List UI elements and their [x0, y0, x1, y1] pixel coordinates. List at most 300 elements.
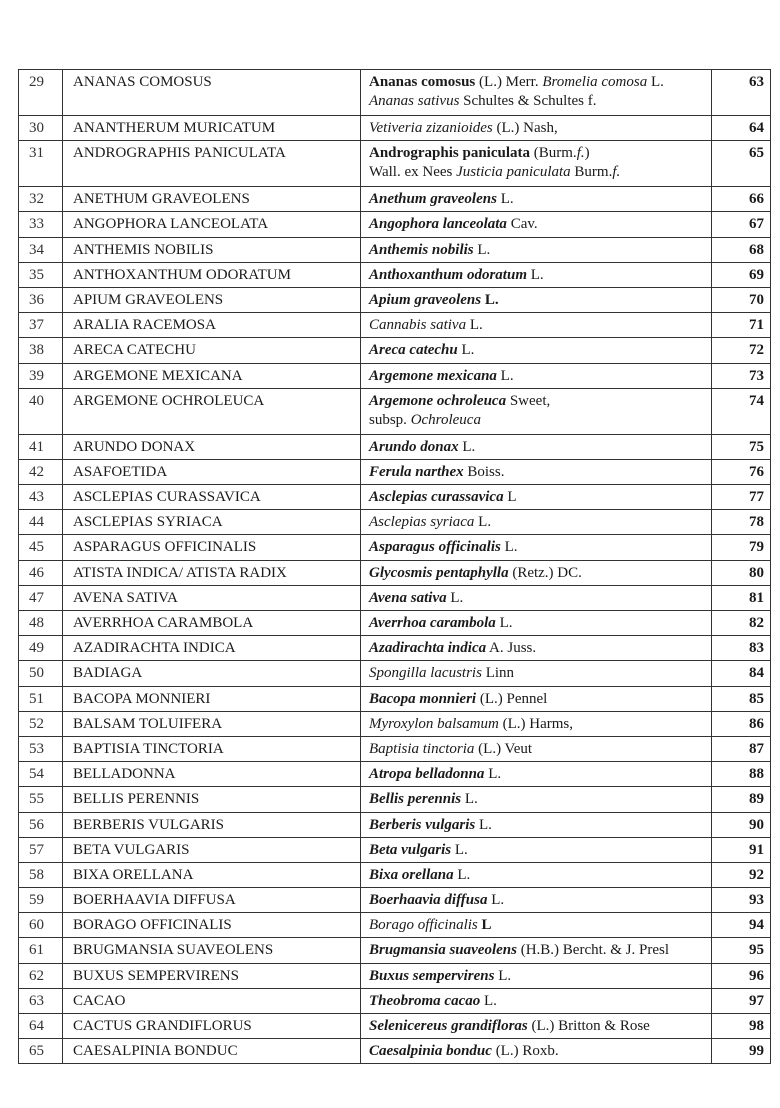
botanical-line	[369, 967, 705, 986]
row-number: 61	[19, 938, 63, 963]
row-number: 53	[19, 736, 63, 761]
page-number: 98	[712, 1014, 771, 1039]
table-row	[19, 388, 771, 434]
botanical-segment: Berberis vulgaris	[369, 816, 476, 833]
row-number: 45	[19, 535, 63, 560]
page-number: 80	[712, 560, 771, 585]
row-number: 49	[19, 636, 63, 661]
table-row	[19, 913, 771, 938]
botanical-segment: Bacopa monnieri	[369, 690, 477, 707]
table-row	[19, 70, 771, 116]
row-number: 56	[19, 812, 63, 837]
botanical-name	[361, 262, 712, 287]
botanical-name	[361, 313, 712, 338]
botanical-segment: (Burm.	[530, 145, 577, 162]
row-number: 39	[19, 363, 63, 388]
botanical-name	[361, 862, 712, 887]
table-row	[19, 535, 771, 560]
common-name: BAPTISIA TINCTORIA	[63, 736, 361, 761]
table-body	[19, 70, 771, 1064]
botanical-line	[369, 715, 705, 734]
table-row	[19, 141, 771, 187]
common-name: BALSAM TOLUIFERA	[63, 711, 361, 736]
common-name: BACOPA MONNIERI	[63, 686, 361, 711]
common-name: ANANAS COMOSUS	[63, 70, 361, 116]
page-number: 82	[712, 611, 771, 636]
botanical-line	[369, 891, 705, 910]
botanical-segment: (Retz.) DC.	[508, 564, 582, 581]
botanical-line	[369, 740, 705, 759]
row-number: 29	[19, 70, 63, 116]
table-row	[19, 661, 771, 686]
botanical-line	[369, 411, 705, 430]
botanical-segment: Burm.	[570, 164, 613, 181]
botanical-segment: L	[503, 489, 517, 506]
botanical-segment: (L.) Britton & Rose	[527, 1018, 650, 1034]
botanical-name	[361, 560, 712, 585]
botanical-segment: Areca catechu	[369, 342, 458, 359]
botanical-segment: Bixa orellana	[369, 866, 454, 883]
botanical-segment: A. Juss.	[486, 640, 537, 657]
table-row	[19, 1014, 771, 1039]
botanical-segment: Ananas comosus	[369, 74, 476, 90]
botanical-segment: L.	[446, 589, 464, 606]
botanical-name	[361, 812, 712, 837]
table-row	[19, 116, 771, 141]
botanical-line	[369, 215, 705, 234]
row-number: 57	[19, 837, 63, 862]
botanical-line	[369, 992, 705, 1011]
botanical-segment: Anthemis nobilis	[369, 241, 474, 258]
botanical-segment: L.	[475, 816, 492, 833]
plant-index-table	[18, 69, 771, 1064]
table-row	[19, 363, 771, 388]
table-row	[19, 1039, 771, 1064]
page-number: 76	[712, 459, 771, 484]
page-number: 86	[712, 711, 771, 736]
botanical-name	[361, 762, 712, 787]
page-number: 74	[712, 388, 771, 434]
botanical-line	[369, 163, 705, 182]
botanical-line	[369, 564, 705, 583]
botanical-segment: Justicia paniculata	[456, 164, 571, 181]
row-number: 51	[19, 686, 63, 711]
table-row	[19, 611, 771, 636]
botanical-segment: L.	[495, 615, 513, 631]
botanical-segment: Asparagus officinalis	[369, 539, 501, 556]
botanical-line	[369, 190, 705, 209]
row-number: 60	[19, 913, 63, 938]
botanical-segment: Asclepias syriaca	[369, 514, 475, 531]
botanical-segment: L	[477, 917, 492, 934]
botanical-name	[361, 1014, 712, 1039]
botanical-segment: (L.) Roxb.	[491, 1043, 559, 1060]
page-number: 78	[712, 510, 771, 535]
botanical-name	[361, 585, 712, 610]
page-number: 91	[712, 837, 771, 862]
botanical-segment: Cav.	[506, 216, 538, 233]
botanical-segment: Boerhaavia diffusa	[369, 892, 488, 909]
botanical-segment: L.	[451, 841, 468, 858]
page-number: 64	[712, 116, 771, 141]
botanical-name	[361, 913, 712, 938]
botanical-name	[361, 787, 712, 812]
table-row	[19, 862, 771, 887]
page-number: 94	[712, 913, 771, 938]
common-name: BIXA ORELLANA	[63, 862, 361, 887]
botanical-line	[369, 538, 705, 557]
botanical-line	[369, 916, 705, 935]
table-row	[19, 560, 771, 585]
botanical-name	[361, 338, 712, 363]
botanical-segment: Borago officinalis	[369, 917, 478, 934]
table-row	[19, 686, 771, 711]
page-number: 71	[712, 313, 771, 338]
common-name: AVERRHOA CARAMBOLA	[63, 611, 361, 636]
botanical-segment: Vetiveria zizanioides	[369, 120, 493, 136]
botanical-line	[369, 463, 705, 482]
botanical-line	[369, 816, 705, 835]
table-row	[19, 736, 771, 761]
botanical-segment: Ananas sativus	[369, 93, 460, 109]
botanical-segment: Linn	[481, 665, 515, 682]
table-row	[19, 963, 771, 988]
common-name: BRUGMANSIA SUAVEOLENS	[63, 938, 361, 963]
table-row	[19, 338, 771, 363]
botanical-segment: Caesalpinia bonduc	[369, 1043, 492, 1060]
botanical-segment: Arundo donax	[369, 438, 459, 455]
botanical-segment: Ochroleuca	[410, 411, 481, 428]
botanical-segment: Avena sativa	[369, 589, 447, 606]
common-name: ARUNDO DONAX	[63, 434, 361, 459]
common-name: APIUM GRAVEOLENS	[63, 287, 361, 312]
table-row	[19, 287, 771, 312]
botanical-segment: Theobroma cacao	[369, 992, 481, 1009]
common-name: CAESALPINIA BONDUC	[63, 1039, 361, 1064]
botanical-line	[369, 1017, 705, 1036]
botanical-name	[361, 1039, 712, 1064]
table-row	[19, 762, 771, 787]
page-number: 95	[712, 938, 771, 963]
common-name: BUXUS SEMPERVIRENS	[63, 963, 361, 988]
botanical-name	[361, 636, 712, 661]
row-number: 41	[19, 434, 63, 459]
common-name: AVENA SATIVA	[63, 585, 361, 610]
table-row	[19, 585, 771, 610]
botanical-segment: Spongilla lacustris	[369, 665, 482, 682]
table-row	[19, 187, 771, 212]
botanical-segment: Anthoxanthum odoratum	[369, 266, 527, 283]
table-row	[19, 434, 771, 459]
botanical-line	[369, 392, 705, 411]
row-number: 64	[19, 1014, 63, 1039]
row-number: 43	[19, 485, 63, 510]
botanical-name	[361, 70, 712, 116]
botanical-name	[361, 888, 712, 913]
table-row	[19, 212, 771, 237]
page-number: 63	[712, 70, 771, 116]
common-name: ARALIA RACEMOSA	[63, 313, 361, 338]
row-number: 37	[19, 313, 63, 338]
botanical-name	[361, 661, 712, 686]
botanical-segment: Ferula narthex	[369, 463, 464, 480]
botanical-line	[369, 639, 705, 658]
botanical-line	[369, 291, 705, 310]
botanical-segment: L.	[487, 892, 505, 909]
botanical-segment: (L.) Harms,	[498, 715, 573, 732]
botanical-name	[361, 711, 712, 736]
page-number: 70	[712, 287, 771, 312]
botanical-line	[369, 119, 705, 138]
table-row	[19, 313, 771, 338]
botanical-line	[369, 866, 705, 885]
row-number: 35	[19, 262, 63, 287]
row-number: 55	[19, 787, 63, 812]
page-number: 92	[712, 862, 771, 887]
botanical-name	[361, 988, 712, 1013]
row-number: 31	[19, 141, 63, 187]
botanical-segment: f.	[612, 164, 621, 181]
table-row	[19, 938, 771, 963]
botanical-segment: Baptisia tinctoria	[369, 740, 475, 757]
common-name: ASPARAGUS OFFICINALIS	[63, 535, 361, 560]
table-row	[19, 459, 771, 484]
page-number: 96	[712, 963, 771, 988]
page-number: 93	[712, 888, 771, 913]
botanical-segment: Bromelia comosa	[542, 74, 648, 90]
botanical-segment: Andrographis paniculata	[369, 145, 531, 162]
row-number: 38	[19, 338, 63, 363]
common-name: CACTUS GRANDIFLORUS	[63, 1014, 361, 1039]
botanical-name	[361, 736, 712, 761]
botanical-name	[361, 459, 712, 484]
botanical-segment: L.	[494, 967, 512, 984]
row-number: 33	[19, 212, 63, 237]
botanical-name	[361, 434, 712, 459]
common-name: ANETHUM GRAVEOLENS	[63, 187, 361, 212]
common-name: ARECA CATECHU	[63, 338, 361, 363]
common-name: ASCLEPIAS CURASSAVICA	[63, 485, 361, 510]
common-name: BETA VULGARIS	[63, 837, 361, 862]
botanical-name	[361, 212, 712, 237]
page-number: 75	[712, 434, 771, 459]
botanical-segment: L.	[474, 514, 492, 531]
row-number: 63	[19, 988, 63, 1013]
botanical-segment: Anethum graveolens	[369, 191, 497, 208]
page-number: 79	[712, 535, 771, 560]
botanical-segment: Buxus sempervirens	[369, 967, 495, 984]
table-row	[19, 837, 771, 862]
common-name: ATISTA INDICA/ ATISTA RADIX	[63, 560, 361, 585]
botanical-segment: Argemone mexicana	[369, 367, 497, 384]
botanical-name	[361, 363, 712, 388]
common-name: BERBERIS VULGARIS	[63, 812, 361, 837]
row-number: 65	[19, 1039, 63, 1064]
botanical-line	[369, 841, 705, 860]
common-name: ANTHOXANTHUM ODORATUM	[63, 262, 361, 287]
botanical-line	[369, 589, 705, 608]
botanical-segment: (L.) Pennel	[476, 690, 548, 707]
page-number: 77	[712, 485, 771, 510]
common-name: ANDROGRAPHIS PANICULATA	[63, 141, 361, 187]
botanical-segment: Boiss.	[463, 463, 505, 480]
botanical-line	[369, 341, 705, 360]
botanical-segment: (L.) Nash,	[492, 120, 558, 136]
common-name: ASAFOETIDA	[63, 459, 361, 484]
common-name: BOERHAAVIA DIFFUSA	[63, 888, 361, 913]
table-row	[19, 237, 771, 262]
page-number: 69	[712, 262, 771, 287]
botanical-segment: Selenicereus grandifloras	[369, 1018, 528, 1034]
table-row	[19, 787, 771, 812]
table-row	[19, 711, 771, 736]
botanical-segment: Wall. ex Nees	[369, 164, 457, 181]
botanical-line	[369, 241, 705, 260]
botanical-segment: L.	[457, 342, 475, 359]
botanical-segment: f.	[576, 145, 585, 162]
botanical-name	[361, 141, 712, 187]
page-number: 81	[712, 585, 771, 610]
botanical-segment: L.	[496, 367, 514, 384]
botanical-segment: Brugmansia suaveolens	[369, 942, 517, 959]
botanical-segment: (L.) Veut	[474, 740, 533, 757]
page-number: 97	[712, 988, 771, 1013]
botanical-name	[361, 535, 712, 560]
common-name: ANANTHERUM MURICATUM	[63, 116, 361, 141]
botanical-name	[361, 116, 712, 141]
botanical-segment: Myroxylon balsamum	[369, 715, 499, 732]
row-number: 32	[19, 187, 63, 212]
row-number: 50	[19, 661, 63, 686]
page-number: 72	[712, 338, 771, 363]
botanical-line	[369, 367, 705, 386]
botanical-segment: Sweet,	[506, 392, 551, 409]
botanical-segment: L.	[500, 539, 518, 556]
botanical-line	[369, 513, 705, 532]
botanical-line	[369, 438, 705, 457]
table-row	[19, 812, 771, 837]
botanical-name	[361, 837, 712, 862]
botanical-line	[369, 765, 705, 784]
botanical-segment: L.	[481, 291, 499, 308]
page-number: 73	[712, 363, 771, 388]
page-number: 83	[712, 636, 771, 661]
botanical-segment: L.	[480, 992, 497, 1009]
botanical-line	[369, 941, 705, 960]
botanical-segment: L.	[458, 438, 476, 455]
row-number: 40	[19, 388, 63, 434]
botanical-line	[369, 144, 705, 163]
common-name: ASCLEPIAS SYRIACA	[63, 510, 361, 535]
botanical-name	[361, 388, 712, 434]
row-number: 58	[19, 862, 63, 887]
common-name: BELLIS PERENNIS	[63, 787, 361, 812]
botanical-line	[369, 1042, 705, 1061]
botanical-line	[369, 73, 705, 92]
common-name: ARGEMONE MEXICANA	[63, 363, 361, 388]
row-number: 34	[19, 237, 63, 262]
botanical-segment: L.	[466, 317, 483, 334]
botanical-segment: L.	[647, 74, 664, 90]
botanical-segment: Cannabis sativa	[369, 317, 467, 334]
botanical-segment: Apium graveolens	[369, 291, 482, 308]
row-number: 62	[19, 963, 63, 988]
botanical-line	[369, 316, 705, 335]
botanical-name	[361, 686, 712, 711]
botanical-name	[361, 963, 712, 988]
page-number: 85	[712, 686, 771, 711]
botanical-name	[361, 187, 712, 212]
botanical-name	[361, 237, 712, 262]
botanical-segment: Averrhoa carambola	[369, 615, 496, 631]
botanical-segment: Angophora lanceolata	[369, 216, 507, 233]
botanical-name	[361, 938, 712, 963]
common-name: CACAO	[63, 988, 361, 1013]
botanical-line	[369, 790, 705, 809]
common-name: AZADIRACHTA INDICA	[63, 636, 361, 661]
botanical-segment: L.	[461, 791, 478, 808]
botanical-segment: Azadirachta indica	[369, 640, 487, 657]
botanical-segment: (L.) Merr.	[475, 74, 543, 90]
row-number: 59	[19, 888, 63, 913]
botanical-segment: Asclepias curassavica	[369, 489, 504, 506]
botanical-name	[361, 485, 712, 510]
botanical-segment: Bellis perennis	[369, 791, 462, 808]
botanical-segment: L.	[496, 191, 514, 208]
page-number: 89	[712, 787, 771, 812]
common-name: ANTHEMIS NOBILIS	[63, 237, 361, 262]
row-number: 44	[19, 510, 63, 535]
common-name: BORAGO OFFICINALIS	[63, 913, 361, 938]
page-number: 87	[712, 736, 771, 761]
botanical-segment: L.	[526, 266, 544, 283]
row-number: 48	[19, 611, 63, 636]
page-number: 66	[712, 187, 771, 212]
page-number: 67	[712, 212, 771, 237]
table-row	[19, 262, 771, 287]
botanical-segment: L.	[473, 241, 491, 258]
page-number: 68	[712, 237, 771, 262]
botanical-name	[361, 510, 712, 535]
botanical-line	[369, 266, 705, 285]
botanical-name	[361, 611, 712, 636]
botanical-name	[361, 287, 712, 312]
botanical-segment: Atropa belladonna	[369, 766, 485, 783]
common-name: ARGEMONE OCHROLEUCA	[63, 388, 361, 434]
botanical-segment: (H.B.) Bercht. & J. Presl	[516, 942, 670, 959]
row-number: 30	[19, 116, 63, 141]
table-row	[19, 988, 771, 1013]
botanical-line	[369, 92, 705, 111]
page-number: 88	[712, 762, 771, 787]
row-number: 42	[19, 459, 63, 484]
botanical-segment: L.	[453, 866, 471, 883]
page-number: 99	[712, 1039, 771, 1064]
botanical-segment: Argemone ochroleuca	[369, 392, 507, 409]
page-number: 65	[712, 141, 771, 187]
row-number: 36	[19, 287, 63, 312]
row-number: 54	[19, 762, 63, 787]
botanical-segment: )	[584, 145, 590, 162]
botanical-segment: L.	[484, 766, 502, 783]
common-name: BADIAGA	[63, 661, 361, 686]
table-row	[19, 636, 771, 661]
botanical-line	[369, 690, 705, 709]
botanical-line	[369, 488, 705, 507]
common-name: ANGOPHORA LANCEOLATA	[63, 212, 361, 237]
botanical-line	[369, 664, 705, 683]
botanical-segment: subsp.	[369, 411, 411, 428]
